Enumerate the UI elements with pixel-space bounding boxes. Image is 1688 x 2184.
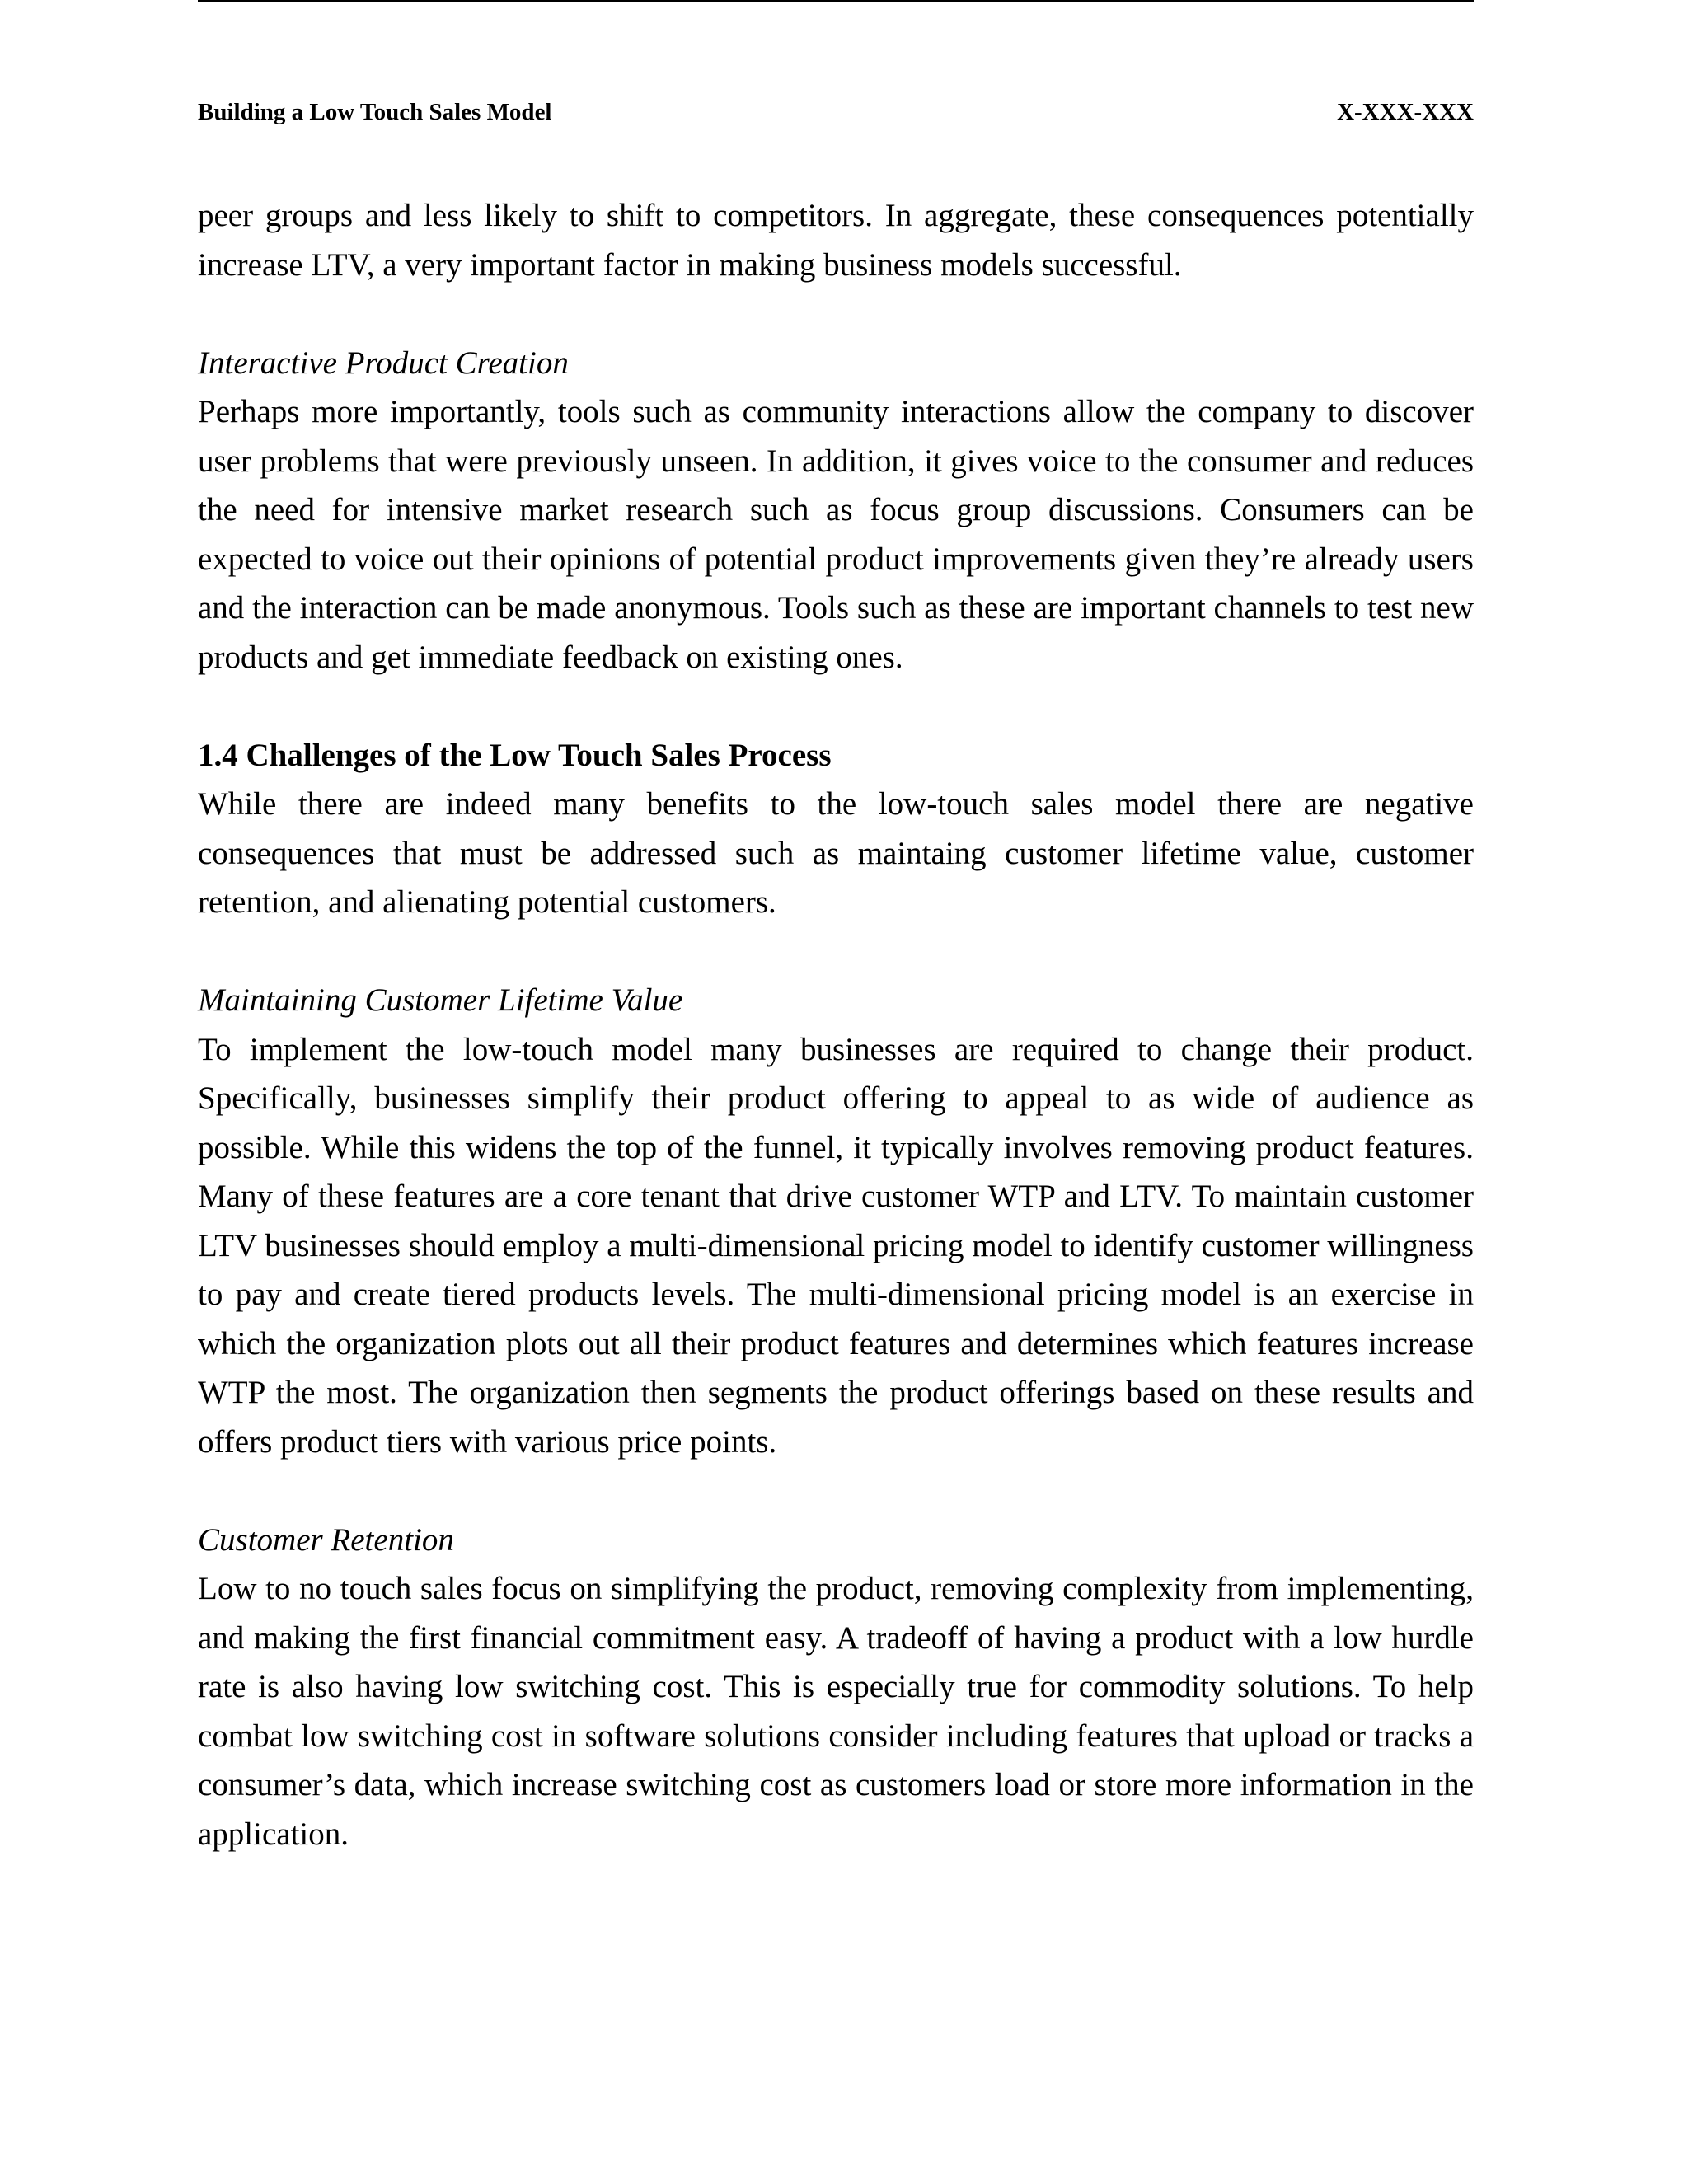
document-body [198,191,1474,1858]
paragraph-gap [198,682,1474,731]
interactive-product-creation-heading: Interactive Product Creation [198,344,569,381]
paragraph-gap [198,289,1474,339]
customer-retention-heading: Customer Retention [198,1521,454,1558]
challenges-paragraph: While there are indeed many benefits to the low-touch sales model there are negative consequences that must be addressed such as maintaing customer lifetime value, customer retention, and alienating potential customers. [198,786,1474,920]
top-rule [198,0,1474,2]
maintaining-ltv-heading: Maintaining Customer Lifetime Value [198,982,683,1018]
header-doc-id: X-XXX-XXX [1337,99,1474,125]
maintaining-ltv-paragraph: To implement the low-touch model many businesses are required to change their product. Specifically, businesses simplify their product offering to appeal to as wide of audience as possible. While this widens the top of the funnel, it typically involves removing product features. Many of these features are a core tenant that drive customer WTP and LTV. To maintain customer LTV businesses should employ a multi-dimensional pricing model to identify customer willingness to pay and create tiered products levels. The multi-dimensional pricing model is an exercise in which the organization plots out all their product features and determines which features increase WTP the most. The organization then segments the product offerings based on these results and offers product tiers with various price points. [198,1031,1474,1460]
running-header [198,96,1474,129]
paragraph-gap [198,927,1474,977]
paragraph-gap [198,1466,1474,1516]
section-heading-challenges: 1.4 Challenges of the Low Touch Sales Process [198,737,832,773]
interactive-product-creation-paragraph: Perhaps more importantly, tools such as community interactions allow the company to discover user problems that were previously unseen. In addition, it gives voice to the consumer and reduces the need for intensive market research such as focus group discussions. Consumers can be expected to voice out their opinions of potential product improvements given they’re already users and the interaction can be made anonymous. Tools such as these are important channels to test new products and get immediate feedback on existing ones. [198,394,1474,675]
header-title: Building a Low Touch Sales Model [198,99,552,125]
intro-paragraph: peer groups and less likely to shift to competitors. In aggregate, these consequences potentially increase LTV, a very important factor in making business models successful. [198,198,1474,283]
customer-retention-paragraph: Low to no touch sales focus on simplifying the product, removing complexity from implementing, and making the first financial commitment easy. A tradeoff of having a product with a low hurdle rate is also having low switching cost. This is especially true for commodity solutions. To help combat low switching cost in software solutions consider including features that upload or tracks a consumer’s data, which increase switching cost as customers load or store more information in the application. [198,1571,1474,1852]
